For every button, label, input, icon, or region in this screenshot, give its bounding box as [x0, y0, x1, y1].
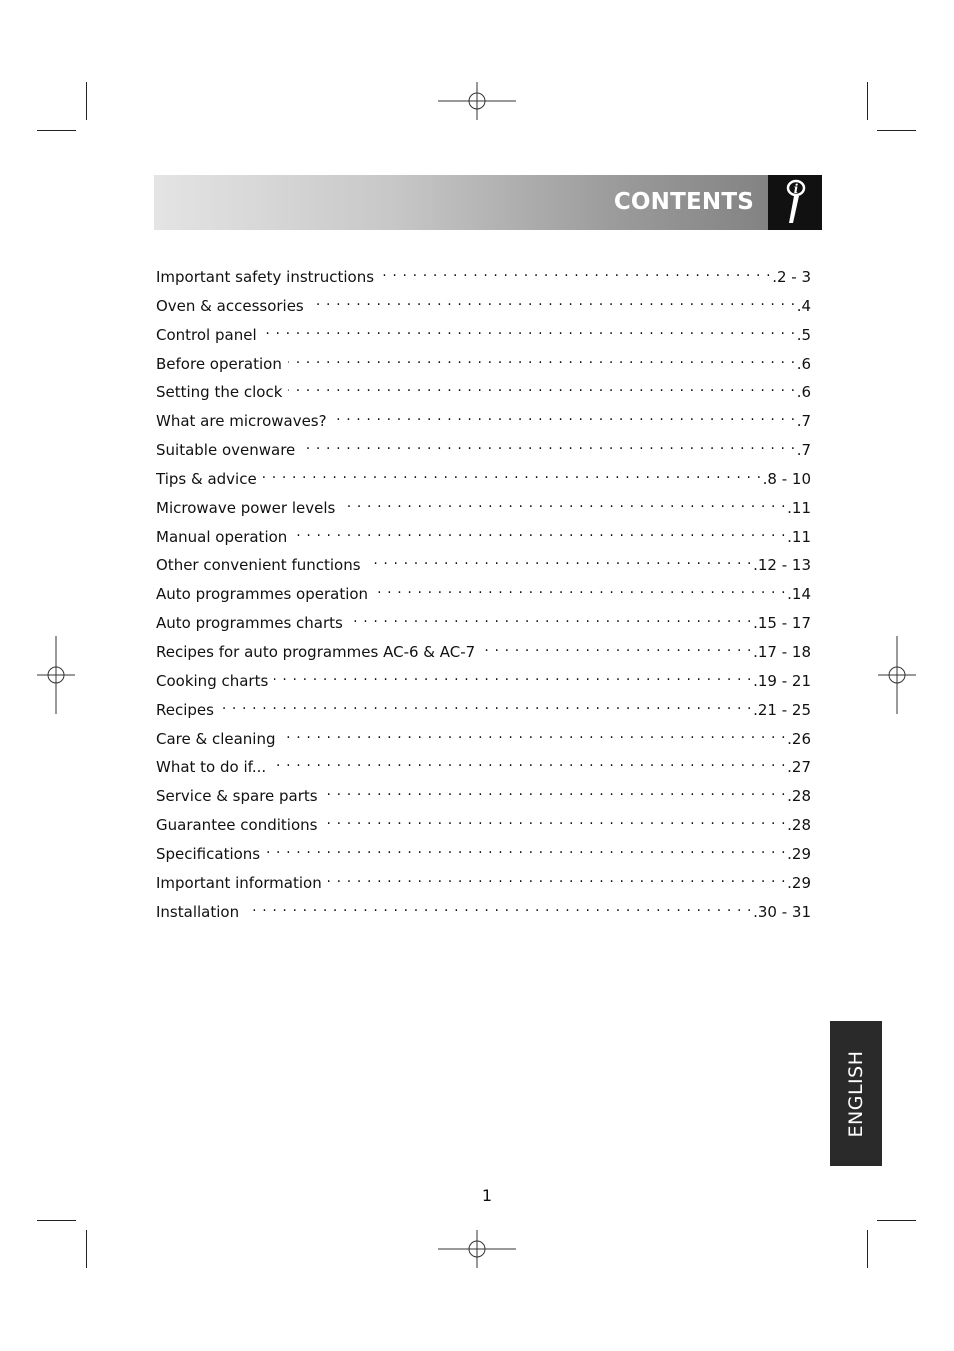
toc-entry-page: .4 — [796, 296, 811, 315]
toc-entry — [156, 608, 811, 637]
dot-leader — [263, 320, 796, 340]
toc-entry-page: .26 — [787, 729, 811, 748]
toc-entry — [156, 522, 811, 551]
toc-entry-page: .29 — [787, 844, 811, 863]
toc-entry-page: .6 — [796, 354, 811, 373]
crop-mark — [37, 130, 76, 131]
dot-leader — [245, 897, 752, 917]
dot-leader — [274, 666, 752, 686]
toc-entry-page: .8 - 10 — [762, 469, 811, 488]
toc-entry — [156, 262, 811, 291]
toc-entry-page: .7 — [796, 412, 811, 431]
page-title: CONTENTS — [613, 189, 754, 215]
toc-entry — [156, 810, 811, 839]
toc-entry — [156, 897, 811, 926]
registration-mark-icon — [37, 636, 75, 714]
dot-leader — [328, 868, 786, 888]
dot-leader — [288, 349, 796, 369]
crop-mark — [86, 1230, 87, 1268]
toc-entry-title: Guarantee conditions — [156, 816, 318, 835]
contents-header — [154, 175, 822, 230]
toc-entry-page: .29 — [787, 873, 811, 892]
toc-entry — [156, 406, 811, 435]
toc-entry-page: .11 — [787, 498, 811, 517]
toc-entry-page: .12 - 13 — [753, 556, 811, 575]
toc-entry — [156, 377, 811, 406]
dot-leader — [374, 579, 786, 599]
toc-entry-page: .7 — [796, 441, 811, 460]
crop-mark — [877, 130, 916, 131]
dot-leader — [282, 724, 787, 744]
dot-leader — [367, 550, 753, 570]
toc-entry — [156, 781, 811, 810]
dot-leader — [266, 839, 786, 859]
dot-leader — [349, 608, 752, 628]
toc-entry-page: .27 — [787, 758, 811, 777]
dot-leader — [220, 695, 752, 715]
toc-entry-title: Auto programmes charts — [156, 614, 343, 633]
toc-entry — [156, 493, 811, 522]
toc-entry — [156, 724, 811, 753]
toc-entry-page: .17 - 18 — [753, 642, 811, 661]
toc-entry — [156, 291, 811, 320]
page-number: 1 — [481, 1186, 493, 1205]
dot-leader — [272, 752, 786, 772]
toc-entry-page: .28 — [787, 787, 811, 806]
toc-entry — [156, 464, 811, 493]
crop-mark — [37, 1220, 76, 1221]
toc-entry — [156, 839, 811, 868]
toc-entry-title: Recipes for auto programmes AC-6 & AC-7 — [156, 642, 476, 661]
toc-entry-page: .14 — [787, 585, 811, 604]
toc-entry-title: Installation — [156, 902, 240, 921]
toc-entry-title: Oven & accessories — [156, 296, 304, 315]
toc-entry — [156, 435, 811, 464]
toc-entry — [156, 637, 811, 666]
toc-entry-title: Suitable ovenware — [156, 441, 296, 460]
registration-mark-icon — [438, 1230, 516, 1268]
toc-entry-title: Care & cleaning — [156, 729, 276, 748]
toc-entry — [156, 752, 811, 781]
toc-entry-title: Microwave power levels — [156, 498, 336, 517]
crop-mark — [867, 82, 868, 120]
crop-mark — [877, 1220, 916, 1221]
dot-leader — [380, 262, 771, 282]
toc-entry — [156, 579, 811, 608]
toc-entry-title: Service & spare parts — [156, 787, 318, 806]
toc-entry-title: Manual operation — [156, 527, 288, 546]
toc-entry — [156, 349, 811, 378]
dot-leader — [324, 781, 787, 801]
toc-entry-title: Tips & advice — [156, 469, 257, 488]
toc-entry-page: .11 — [787, 527, 811, 546]
dot-leader — [263, 464, 762, 484]
toc-entry-page: .6 — [796, 383, 811, 402]
language-label: ENGLISH — [845, 1050, 867, 1137]
toc-entry-page: .5 — [796, 325, 811, 344]
svg-text:i: i — [793, 182, 799, 196]
toc-entry-title: What to do if... — [156, 758, 267, 777]
toc-entry-page: .30 - 31 — [753, 902, 811, 921]
toc-entry-title: Cooking charts — [156, 671, 269, 690]
crop-mark — [86, 82, 87, 120]
toc-entry-page: .21 - 25 — [753, 700, 811, 719]
crop-mark — [867, 1230, 868, 1268]
toc-entry — [156, 868, 811, 897]
dot-leader — [323, 810, 786, 830]
toc-entry-title: Setting the clock — [156, 383, 283, 402]
dot-leader — [288, 377, 795, 397]
toc-entry — [156, 550, 811, 579]
toc-entry-page: .28 — [787, 816, 811, 835]
toc-entry — [156, 695, 811, 724]
dot-leader — [301, 435, 795, 455]
dot-leader — [310, 291, 796, 311]
info-icon — [768, 175, 822, 230]
toc-entry-title: Before operation — [156, 354, 282, 373]
toc-entry-page: .2 - 3 — [772, 268, 811, 286]
dot-leader — [341, 493, 786, 513]
toc-entry-title: Other convenient functions — [156, 556, 361, 575]
dot-leader — [293, 522, 786, 542]
dot-leader — [481, 637, 752, 657]
table-of-contents — [156, 262, 811, 925]
toc-entry-title: Specifications — [156, 844, 261, 863]
toc-entry-title: Important information — [156, 873, 322, 892]
toc-entry-page: .15 - 17 — [753, 614, 811, 633]
toc-entry-title: What are microwaves? — [156, 412, 327, 431]
dot-leader — [333, 406, 796, 426]
registration-mark-icon — [878, 636, 916, 714]
registration-mark-icon — [438, 82, 516, 120]
toc-entry-title: Important safety instructions — [156, 268, 375, 286]
toc-entry — [156, 666, 811, 695]
toc-entry-title: Auto programmes operation — [156, 585, 369, 604]
toc-entry-title: Control panel — [156, 325, 257, 344]
toc-entry-page: .19 - 21 — [753, 671, 811, 690]
language-tab — [830, 1021, 882, 1166]
toc-entry-title: Recipes — [156, 700, 214, 719]
toc-entry — [156, 320, 811, 349]
